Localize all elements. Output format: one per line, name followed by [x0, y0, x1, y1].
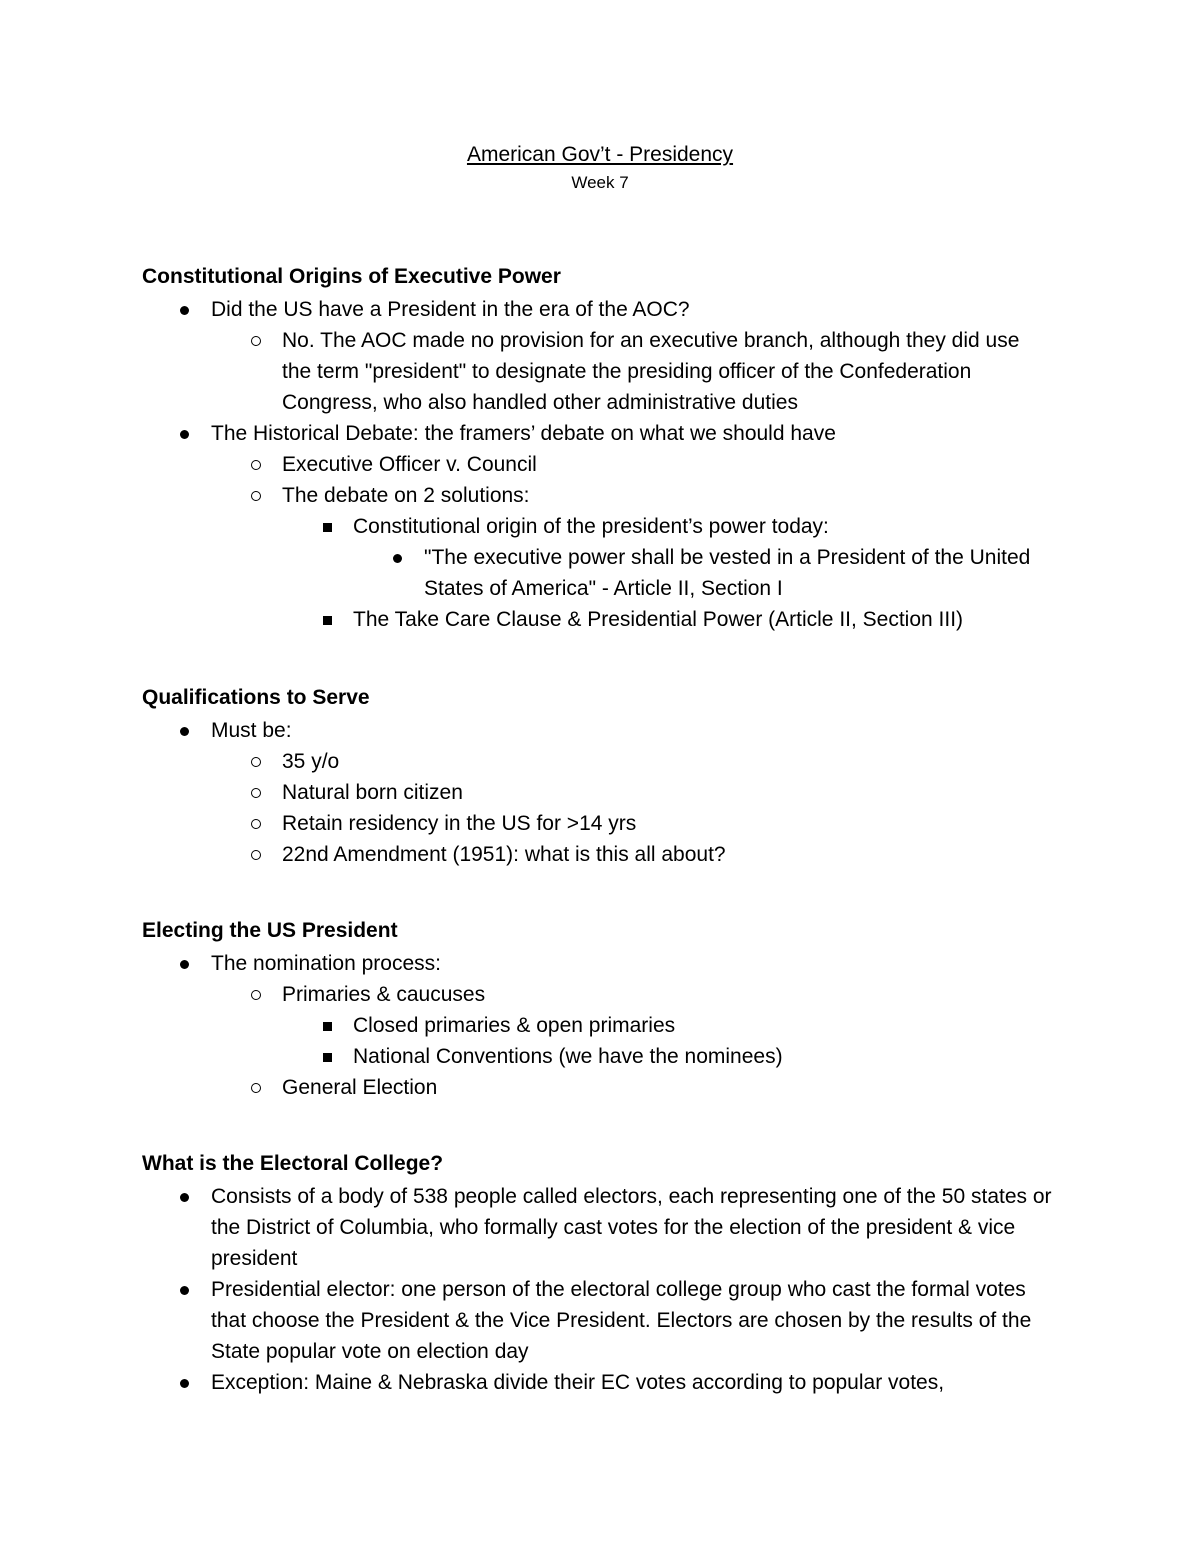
bullet-circle-icon	[248, 777, 264, 808]
list-item	[142, 1367, 1091, 1398]
list-item-text: The Take Care Clause & Presidential Power (Article II, Section III)	[353, 608, 964, 631]
bullet-circle-icon	[248, 839, 264, 870]
list-item-text: No. The AOC made no provision for an executive branch, although they did use the term "president" to designate the presiding officer of the Confederation Congress, who also handled other administrative duties	[282, 329, 1020, 414]
list-item-text: Primaries & caucuses	[282, 983, 486, 1006]
section-heading: Qualifications to Serve	[142, 686, 370, 709]
bullet-square-icon	[319, 511, 335, 542]
list-item-text: Closed primaries & open primaries	[353, 1014, 676, 1037]
list-item	[142, 542, 1044, 604]
bullet-disc-icon	[176, 418, 192, 449]
list-item	[142, 604, 1102, 635]
bullet-list	[142, 294, 1102, 635]
list-item-text: Constitutional origin of the president’s power today:	[353, 515, 829, 538]
section-constitutional-origins	[142, 262, 1102, 635]
section-heading: Constitutional Origins of Executive Power	[142, 265, 561, 288]
list-item	[142, 1274, 1063, 1367]
bullet-disc-icon	[176, 948, 192, 979]
list-item-text: 35 y/o	[282, 750, 340, 773]
bullet-square-icon	[319, 1041, 335, 1072]
list-item	[142, 839, 1102, 870]
list-item-text: Executive Officer v. Council	[282, 453, 537, 476]
section-electing-president	[142, 916, 1102, 1103]
list-item	[142, 715, 1102, 746]
bullet-disc-icon	[176, 1367, 192, 1398]
list-item	[142, 777, 1102, 808]
list-item-text: The debate on 2 solutions:	[282, 484, 530, 507]
bullet-circle-icon	[248, 449, 264, 480]
section-qualifications	[142, 683, 1102, 870]
bullet-disc-icon	[176, 1274, 192, 1305]
document-title: American Gov’t - Presidency	[466, 143, 734, 166]
bullet-circle-icon	[248, 808, 264, 839]
document-subtitle: Week 7	[571, 173, 629, 192]
list-item	[142, 480, 1102, 511]
list-item	[142, 1072, 1102, 1103]
list-item-text: General Election	[282, 1076, 438, 1099]
list-item	[142, 449, 1102, 480]
bullet-disc-icon	[176, 294, 192, 325]
list-item	[142, 1010, 1102, 1041]
list-item	[142, 746, 1102, 777]
list-item	[142, 979, 1102, 1010]
list-item-text: Consists of a body of 538 people called electors, each representing one of the 50 states or the District of Columbia, who formally cast votes for the election of the president & vice president	[211, 1185, 1052, 1270]
list-item-text: Natural born citizen	[282, 781, 463, 804]
bullet-disc-icon	[389, 542, 405, 573]
bullet-disc-icon	[176, 715, 192, 746]
bullet-list	[142, 948, 1102, 1103]
section-heading: Electing the US President	[142, 919, 398, 942]
bullet-circle-icon	[248, 325, 264, 356]
list-item-text: The Historical Debate: the framers’ debate on what we should have	[211, 422, 836, 445]
list-item-text: National Conventions (we have the nominees)	[353, 1045, 783, 1068]
list-item	[142, 325, 1042, 418]
list-item-text: "The executive power shall be vested in a President of the United States of America" - Article II, Section I	[424, 546, 1031, 600]
section-electoral-college	[142, 1149, 1102, 1398]
list-item-text: Presidential elector: one person of the electoral college group who cast the formal votes that choose the President & the Vice President. Electors are chosen by the results of the State popular vote on election day	[211, 1278, 1032, 1363]
bullet-square-icon	[319, 604, 335, 635]
list-item	[142, 808, 1102, 839]
list-item-text: Must be:	[211, 719, 292, 742]
list-item	[142, 511, 1102, 542]
bullet-circle-icon	[248, 979, 264, 1010]
list-item	[142, 948, 1102, 979]
list-item-text: 22nd Amendment (1951): what is this all about?	[282, 843, 726, 866]
list-item	[142, 1181, 1063, 1274]
bullet-list	[142, 1181, 1102, 1398]
bullet-circle-icon	[248, 480, 264, 511]
list-item	[142, 418, 1102, 449]
list-item-text: Retain residency in the US for >14 yrs	[282, 812, 637, 835]
bullet-circle-icon	[248, 1072, 264, 1103]
list-item-text: The nomination process:	[211, 952, 441, 975]
list-item	[142, 1041, 1102, 1072]
section-heading: What is the Electoral College?	[142, 1152, 444, 1175]
bullet-circle-icon	[248, 746, 264, 777]
bullet-square-icon	[319, 1010, 335, 1041]
list-item	[142, 294, 851, 325]
bullet-list	[142, 715, 1102, 870]
list-item-text: Did the US have a President in the era of the AOC?	[211, 298, 690, 321]
bullet-disc-icon	[176, 1181, 192, 1212]
list-item-text: Exception: Maine & Nebraska divide their EC votes according to popular votes,	[211, 1371, 945, 1394]
